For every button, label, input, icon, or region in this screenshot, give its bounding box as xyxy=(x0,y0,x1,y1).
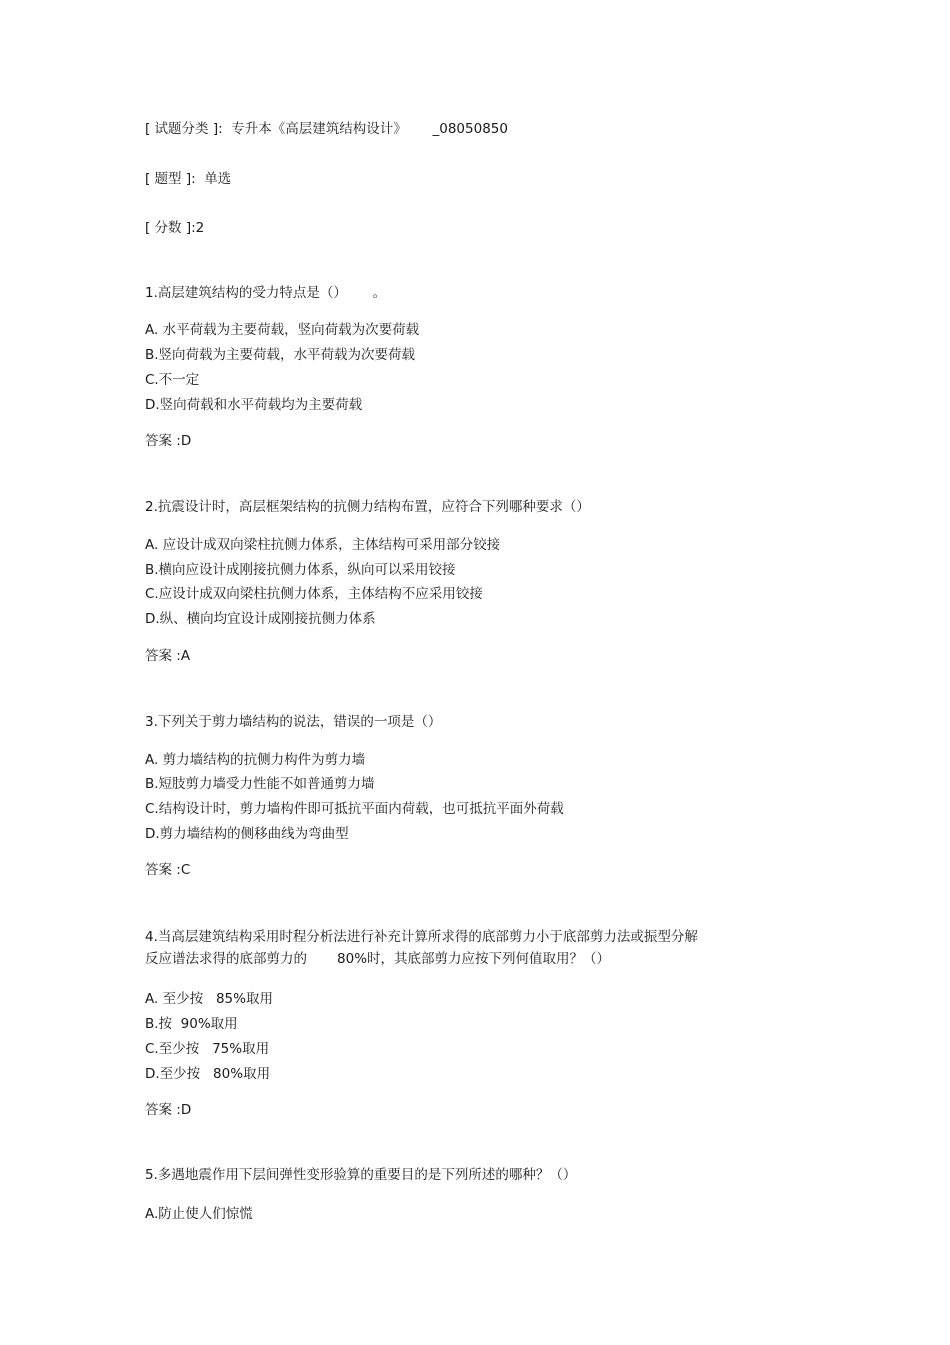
question-4-option-b: B.按 90%取用 xyxy=(145,1016,238,1032)
question-1-option-c: C.不一定 xyxy=(145,372,200,388)
score-line: [ 分数 ]:2 xyxy=(145,220,205,236)
question-2-answer: 答案 :A xyxy=(145,648,191,664)
question-3-option-a: A. 剪力墙结构的抗侧力构件为剪力墙 xyxy=(145,752,366,768)
question-type-line: [ 题型 ]: 单选 xyxy=(145,171,232,187)
question-3-option-c: C.结构设计时，剪力墙构件即可抵抗平面内荷载，也可抵抗平面外荷载 xyxy=(145,801,564,817)
question-1-stem: 1.高层建筑结构的受力特点是（） 。 xyxy=(145,285,387,301)
question-3-option-d: D.剪力墙结构的侧移曲线为弯曲型 xyxy=(145,826,349,842)
question-1-option-b: B.竖向荷载为主要荷载，水平荷载为次要荷载 xyxy=(145,347,416,363)
question-4-option-d: D.至少按 80%取用 xyxy=(145,1066,271,1082)
question-4-stem-continued: 反应谱法求得的底部剪力的 80%时，其底部剪力应按下列何值取用？（） xyxy=(145,951,611,967)
question-1-option-a: A. 水平荷载为主要荷载，竖向荷载为次要荷载 xyxy=(145,322,420,338)
question-3-stem: 3.下列关于剪力墙结构的说法，错误的一项是（） xyxy=(145,714,442,730)
question-1-answer: 答案 :D xyxy=(145,433,192,449)
question-2-option-c: C.应设计成双向梁柱抗侧力体系，主体结构不应采用铰接 xyxy=(145,586,483,602)
question-2-option-a: A. 应设计成双向梁柱抗侧力体系，主体结构可采用部分铰接 xyxy=(145,537,501,553)
question-2-option-d: D.纵、横向均宜设计成刚接抗侧力体系 xyxy=(145,611,376,627)
question-3-option-b: B.短肢剪力墙受力性能不如普通剪力墙 xyxy=(145,776,375,792)
category-line: [ 试题分类 ]: 专升本《高层建筑结构设计》 _08050850 xyxy=(145,121,508,137)
question-4-stem: 4.当高层建筑结构采用时程分析法进行补充计算所求得的底部剪力小于底部剪力法或振型分解 xyxy=(145,929,698,945)
question-5-stem: 5.多遇地震作用下层间弹性变形验算的重要目的是下列所述的哪种？（） xyxy=(145,1167,577,1183)
question-5-option-a: A.防止使人们惊慌 xyxy=(145,1206,253,1222)
question-4-answer: 答案 :D xyxy=(145,1102,192,1118)
question-3-answer: 答案 :C xyxy=(145,862,191,878)
question-2-option-b: B.横向应设计成刚接抗侧力体系，纵向可以采用铰接 xyxy=(145,562,456,578)
question-4-option-a: A. 至少按 85%取用 xyxy=(145,991,273,1007)
question-2-stem: 2.抗震设计时，高层框架结构的抗侧力结构布置，应符合下列哪种要求（） xyxy=(145,499,590,515)
question-4-option-c: C.至少按 75%取用 xyxy=(145,1041,270,1057)
question-1-option-d: D.竖向荷载和水平荷载均为主要荷载 xyxy=(145,397,363,413)
